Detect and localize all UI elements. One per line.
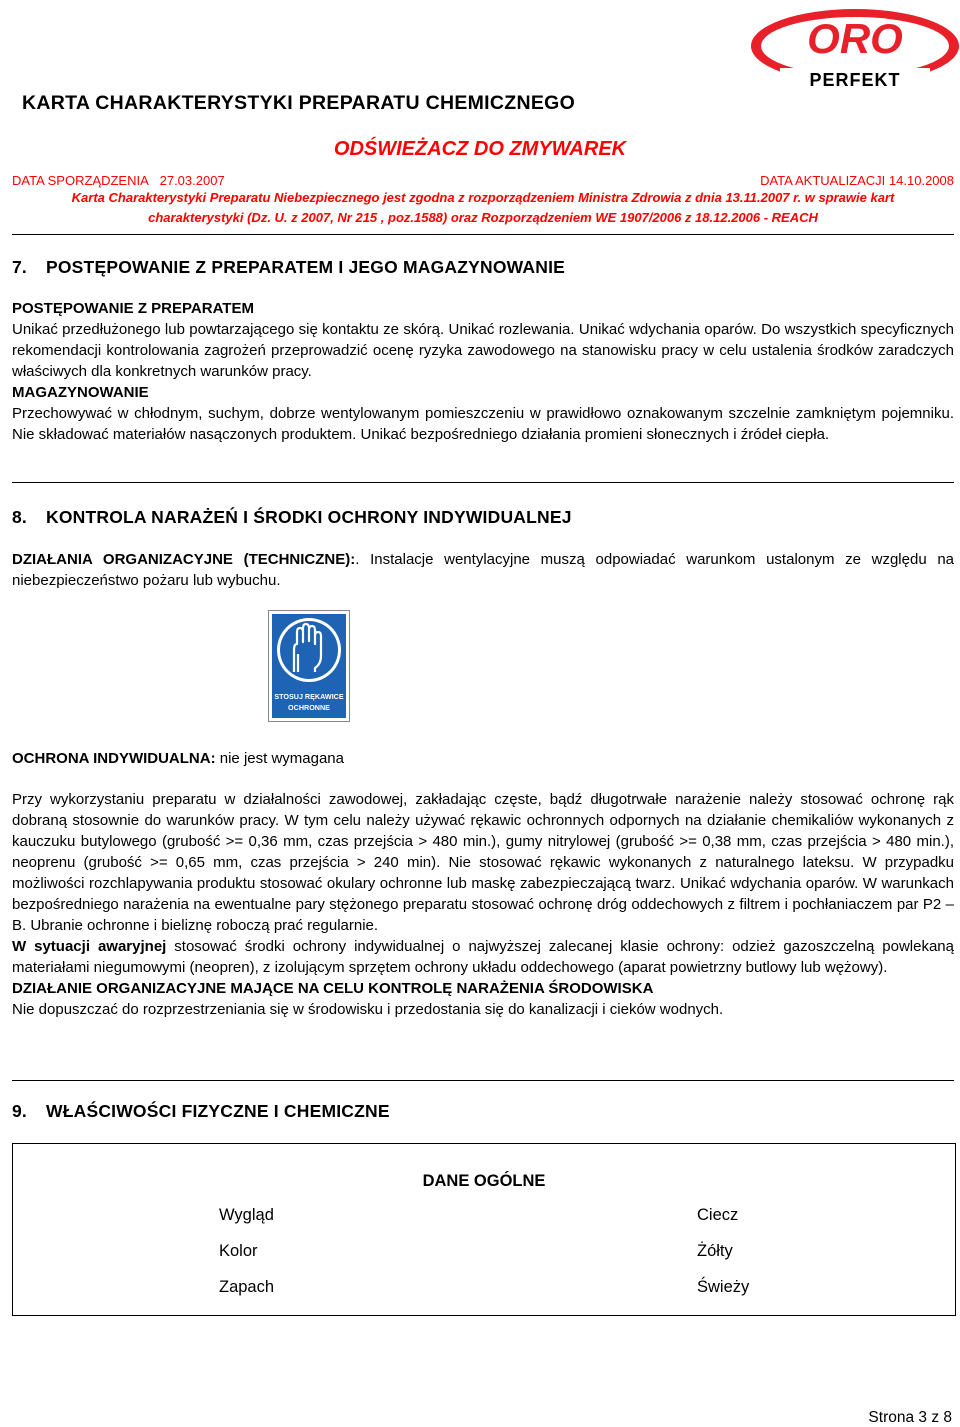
property-name: Wygląd — [219, 1206, 274, 1224]
created-date: DATA SPORZĄDZENIA 27.03.2007 — [12, 173, 225, 188]
ppe-details: Przy wykorzystaniu preparatu w działalności zawodowej, zakładając częste, bądź długotrwałe narażenie należy stosować ochronę rąk dobraną stosownie do warunków pracy. W tym celu należy używać rękawic ochronnych odpornych na działanie chemikaliów wykonanych z kauczuku butylowego (grubość >= 0,36 mm, czas przejścia > 480 min.), gumy nitrylowej (grubość >= 0,38 mm, czas przejścia > 480 min.), neoprenu (grubość >= 0,65 mm, czas przejścia > 240 min). Nie stosować rękawic wykonanych z naturalnego lateksu. W przypadku możliwości rozchlapywania produktu stosować okulary ochronne lub maskę zabezpieczającą twarz. Unikać wdychania oparów. W warunkach bezpośredniego narażenia na ewentualne pary stężonego preparatu stosować ochronę dróg oddechowych z filtrem i pochłaniaczem par P2 – B. Ubranie ochronne i bieliznę roboczą prać regularnie. — [12, 791, 954, 934]
section-7-title: 7. POSTĘPOWANIE Z PREPARATEM I JEGO MAGAZYNOWANIE — [12, 257, 566, 277]
ppe-label: OCHRONA INDYWIDUALNA: — [12, 750, 216, 767]
section-divider — [12, 1080, 954, 1081]
ppe-line — [12, 748, 954, 769]
property-value: Żółty — [697, 1242, 733, 1260]
storage-heading: MAGAZYNOWANIE — [12, 384, 149, 401]
properties-table-heading: DANE OGÓLNE — [422, 1172, 546, 1190]
org-measures — [12, 549, 954, 591]
storage-text: Przechowywać w chłodnym, suchym, dobrze wentylowanym pomieszczeniu w prawidłowo oznakowanym szczelnie zamkniętym pojemniku. Nie składować materiałów nasączonych produktem. Unikać bezpośredniego działania promieni słonecznych i źródeł ciepła. — [12, 405, 954, 443]
section-divider — [12, 482, 954, 483]
ppe-value: nie jest wymagana — [215, 750, 344, 767]
company-logo — [750, 8, 960, 90]
env-heading: DZIAŁANIE ORGANIZACYJNE MAJĄCE NA CELU KONTROLĘ NARAŻENIA ŚRODOWISKA — [12, 980, 654, 997]
property-value: Ciecz — [697, 1206, 739, 1224]
sign-text-line1: STOSUJ RĘKAWICE — [274, 692, 344, 701]
emergency-label: W sytuacji awaryjnej — [12, 938, 167, 955]
page-number: Strona 3 z 8 — [868, 1409, 952, 1426]
regulation-note: Karta Charakterystyki Preparatu Niebezpiecznego jest zgodna z rozporządzeniem Ministra Zdrowia z dnia 13.11.2007 r. w sprawie kart charakterystyki (Dz. U. z 2007, Nr 215 , poz.1588) oraz Rozporządzeniem WE 1907/2006 z 18.12.2006 - REACH — [71, 190, 895, 225]
properties-table — [12, 1143, 956, 1316]
logo-bottom-text: PERFEKT — [809, 70, 901, 90]
section-7-body — [12, 298, 954, 445]
sign-text-line2: OCHRONNE — [288, 703, 330, 712]
org-measures-text: . Instalacje wentylacyjne muszą odpowiadać warunkom ustalonym ze względu na niebezpieczeństwo pożaru lub wybuchu. — [12, 551, 955, 589]
property-name: Zapach — [219, 1278, 275, 1296]
document-title: KARTA CHARAKTERYSTYKI PREPARATU CHEMICZNEGO — [22, 92, 576, 114]
section-9-title: 9. WŁAŚCIWOŚCI FIZYCZNE I CHEMICZNE — [12, 1101, 390, 1121]
property-value: Świeży — [697, 1278, 750, 1296]
handling-text: Unikać przedłużonego lub powtarzającego się kontaktu ze skórą. Unikać rozlewania. Unikać wdychania oparów. Do wszystkich specyficznych rekomendacji kontrolowania zagrożeń przeprowadzić ocenę ryzyka zawodowego na stanowisku pracy w celu ustalenia środków zaradczych właściwych dla konkretnych warunków pracy. — [12, 321, 954, 380]
ppe-details-block — [12, 789, 954, 1020]
handling-heading: POSTĘPOWANIE Z PREPARATEM — [12, 300, 254, 317]
property-name: Kolor — [219, 1242, 258, 1260]
logo-top-text: ORO — [807, 15, 903, 62]
env-text: Nie dopuszczać do rozprzestrzeniania się w środowisku i przedostania się do kanalizacji i cieków wodnych. — [12, 1001, 724, 1018]
updated-date: DATA AKTUALIZACJI 14.10.2008 — [760, 173, 954, 188]
section-8-title: 8. KONTROLA NARAŻEŃ I ŚRODKI OCHRONY INDYWIDUALNEJ — [12, 507, 572, 527]
gloves-mandatory-sign — [268, 610, 350, 722]
header-divider — [12, 234, 954, 235]
dates-row — [12, 173, 954, 188]
emergency-paragraph — [12, 936, 954, 978]
org-measures-label: DZIAŁANIA ORGANIZACYJNE (TECHNICZNE): — [12, 551, 356, 568]
emergency-text: stosować środki ochrony indywidualnej o najwyższej zalecanej klasie ochrony: odzież gazoszczelną powlekaną materiałami niegumowymi (neopren), z izolującym sprzętem ochrony układu oddechowego (aparat powietrzny butlowy lub wężowy). — [12, 938, 954, 976]
product-name: ODŚWIEŻACZ DO ZMYWAREK — [333, 138, 627, 160]
